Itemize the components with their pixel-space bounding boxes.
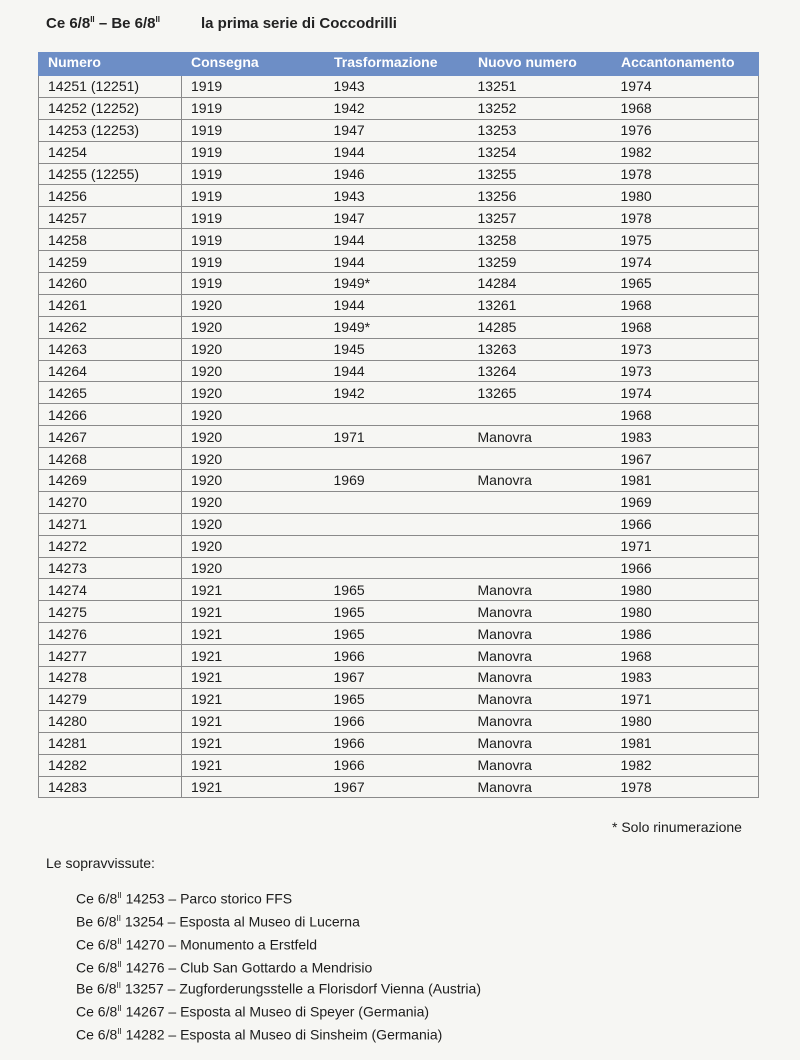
nuovo-numero-cell xyxy=(469,513,612,535)
accantonamento-cell: 1966 xyxy=(612,557,759,579)
nuovo-numero-cell: 13253 xyxy=(469,119,612,141)
trasformazione-cell xyxy=(325,404,469,426)
accantonamento-cell: 1966 xyxy=(612,513,759,535)
table-row xyxy=(39,557,759,579)
survivor-class-sup: II xyxy=(117,891,122,900)
consegna-cell: 1920 xyxy=(182,448,325,470)
numero-cell: 14269 xyxy=(39,470,182,492)
numero-cell: 14275 xyxy=(39,601,182,623)
accantonamento-cell: 1982 xyxy=(612,141,759,163)
accantonamento-cell: 1973 xyxy=(612,360,759,382)
header-accantonamento: Accantonamento xyxy=(612,53,759,76)
numero-cell: 14273 xyxy=(39,557,182,579)
trasformazione-cell: 1944 xyxy=(325,294,469,316)
accantonamento-cell: 1968 xyxy=(612,404,759,426)
survivor-item xyxy=(76,909,372,932)
locomotive-table xyxy=(38,52,759,798)
table-row xyxy=(39,119,759,141)
consegna-cell: 1919 xyxy=(182,251,325,273)
nuovo-numero-cell xyxy=(469,404,612,426)
accantonamento-cell: 1971 xyxy=(612,688,759,710)
survivor-class: Ce 6/8 xyxy=(76,960,118,977)
nuovo-numero-cell: 13252 xyxy=(469,97,612,119)
consegna-cell: 1919 xyxy=(182,97,325,119)
nuovo-numero-cell: 14284 xyxy=(469,273,612,295)
survivor-text: 14282 – Esposta al Museo di Sinsheim (Germania) xyxy=(121,1026,443,1043)
table-row xyxy=(39,141,759,163)
trasformazione-cell: 1967 xyxy=(325,776,469,798)
table-row xyxy=(39,426,759,448)
consegna-cell: 1919 xyxy=(182,119,325,141)
survivors-title: Le sopravvissute: xyxy=(46,855,155,871)
nuovo-numero-cell: Manovra xyxy=(469,470,612,492)
numero-cell: 14277 xyxy=(39,645,182,667)
numero-cell: 14271 xyxy=(39,513,182,535)
numero-cell: 14270 xyxy=(39,491,182,513)
numero-cell: 14253 (12253) xyxy=(39,119,182,141)
accantonamento-cell: 1967 xyxy=(612,448,759,470)
nuovo-numero-cell: 13254 xyxy=(469,141,612,163)
table-row xyxy=(39,316,759,338)
nuovo-numero-cell: Manovra xyxy=(469,601,612,623)
accantonamento-cell: 1980 xyxy=(612,710,759,732)
survivor-item xyxy=(76,1022,481,1045)
survivors-group-1 xyxy=(76,886,372,979)
table-row xyxy=(39,470,759,492)
nuovo-numero-cell: Manovra xyxy=(469,754,612,776)
trasformazione-cell: 1945 xyxy=(325,338,469,360)
nuovo-numero-cell: Manovra xyxy=(469,426,612,448)
numero-cell: 14268 xyxy=(39,448,182,470)
table-row xyxy=(39,97,759,119)
trasformazione-cell: 1943 xyxy=(325,76,469,98)
survivor-item xyxy=(76,999,481,1022)
nuovo-numero-cell: 13256 xyxy=(469,185,612,207)
consegna-cell: 1921 xyxy=(182,579,325,601)
table-row xyxy=(39,76,759,98)
consegna-cell: 1920 xyxy=(182,470,325,492)
survivor-class-sup: II xyxy=(117,1004,122,1014)
numero-cell: 14254 xyxy=(39,141,182,163)
numero-cell: 14256 xyxy=(39,185,182,207)
numero-cell: 14282 xyxy=(39,754,182,776)
trasformazione-cell: 1965 xyxy=(325,579,469,601)
nuovo-numero-cell: Manovra xyxy=(469,579,612,601)
trasformazione-cell: 1966 xyxy=(325,710,469,732)
header-numero: Numero xyxy=(39,53,182,76)
consegna-cell: 1919 xyxy=(182,229,325,251)
accantonamento-cell: 1983 xyxy=(612,667,759,689)
consegna-cell: 1920 xyxy=(182,360,325,382)
nuovo-numero-cell: Manovra xyxy=(469,623,612,645)
trasformazione-cell: 1966 xyxy=(325,732,469,754)
table-row xyxy=(39,688,759,710)
numero-cell: 14276 xyxy=(39,623,182,645)
table-row xyxy=(39,623,759,645)
trasformazione-cell: 1944 xyxy=(325,141,469,163)
table-row xyxy=(39,710,759,732)
numero-cell: 14278 xyxy=(39,667,182,689)
accantonamento-cell: 1974 xyxy=(612,382,759,404)
trasformazione-cell: 1967 xyxy=(325,667,469,689)
nuovo-numero-cell: 13257 xyxy=(469,207,612,229)
header-nuovo-numero: Nuovo numero xyxy=(469,53,612,76)
numero-cell: 14281 xyxy=(39,732,182,754)
accantonamento-cell: 1982 xyxy=(612,754,759,776)
accantonamento-cell: 1980 xyxy=(612,579,759,601)
page-subtitle: la prima serie di Coccodrilli xyxy=(201,15,397,32)
trasformazione-cell: 1969 xyxy=(325,470,469,492)
numero-cell: 14272 xyxy=(39,535,182,557)
survivor-class-sup: II xyxy=(117,960,122,970)
table-row xyxy=(39,579,759,601)
nuovo-numero-cell: 13265 xyxy=(469,382,612,404)
consegna-cell: 1920 xyxy=(182,338,325,360)
consegna-cell: 1919 xyxy=(182,185,325,207)
survivor-class-sup: II xyxy=(116,914,121,924)
consegna-cell: 1920 xyxy=(182,491,325,513)
consegna-cell: 1920 xyxy=(182,513,325,535)
nuovo-numero-cell xyxy=(469,535,612,557)
accantonamento-cell: 1974 xyxy=(612,76,759,98)
trasformazione-cell xyxy=(325,513,469,535)
accantonamento-cell: 1975 xyxy=(612,229,759,251)
accantonamento-cell: 1983 xyxy=(612,426,759,448)
numero-cell: 14267 xyxy=(39,426,182,448)
numero-cell: 14252 (12252) xyxy=(39,97,182,119)
table-row xyxy=(39,185,759,207)
survivor-class: Ce 6/8 xyxy=(76,890,118,907)
accantonamento-cell: 1965 xyxy=(612,273,759,295)
survivor-class: Ce 6/8 xyxy=(76,1026,118,1043)
consegna-cell: 1921 xyxy=(182,732,325,754)
consegna-cell: 1921 xyxy=(182,645,325,667)
accantonamento-cell: 1981 xyxy=(612,732,759,754)
table-row xyxy=(39,448,759,470)
numero-cell: 14266 xyxy=(39,404,182,426)
consegna-cell: 1919 xyxy=(182,207,325,229)
consegna-cell: 1920 xyxy=(182,557,325,579)
survivor-item xyxy=(76,932,372,955)
survivor-class: Be 6/8 xyxy=(76,980,117,997)
survivors-group-2 xyxy=(76,976,481,1045)
nuovo-numero-cell: Manovra xyxy=(469,710,612,732)
accantonamento-cell: 1968 xyxy=(612,97,759,119)
nuovo-numero-cell: 14285 xyxy=(469,316,612,338)
survivor-class: Ce 6/8 xyxy=(76,1003,118,1020)
table-row xyxy=(39,491,759,513)
trasformazione-cell xyxy=(325,491,469,513)
consegna-cell: 1920 xyxy=(182,316,325,338)
title-sup-2: II xyxy=(155,15,160,24)
nuovo-numero-cell xyxy=(469,491,612,513)
consegna-cell: 1921 xyxy=(182,601,325,623)
consegna-cell: 1919 xyxy=(182,76,325,98)
numero-cell: 14265 xyxy=(39,382,182,404)
trasformazione-cell: 1965 xyxy=(325,601,469,623)
survivor-text: 13254 – Esposta al Museo di Lucerna xyxy=(120,913,360,930)
numero-cell: 14257 xyxy=(39,207,182,229)
consegna-cell: 1919 xyxy=(182,163,325,185)
nuovo-numero-cell: Manovra xyxy=(469,688,612,710)
accantonamento-cell: 1968 xyxy=(612,294,759,316)
consegna-cell: 1921 xyxy=(182,710,325,732)
table-row xyxy=(39,601,759,623)
consegna-cell: 1921 xyxy=(182,776,325,798)
numero-cell: 14263 xyxy=(39,338,182,360)
survivor-class: Ce 6/8 xyxy=(76,936,118,953)
table-row xyxy=(39,645,759,667)
table-row xyxy=(39,251,759,273)
table-row xyxy=(39,338,759,360)
numero-cell: 14280 xyxy=(39,710,182,732)
accantonamento-cell: 1973 xyxy=(612,338,759,360)
consegna-cell: 1920 xyxy=(182,535,325,557)
survivor-item xyxy=(76,886,372,909)
table-row xyxy=(39,776,759,798)
nuovo-numero-cell: 13261 xyxy=(469,294,612,316)
survivor-text: 14253 – Parco storico FFS xyxy=(121,890,293,907)
numero-cell: 14255 (12255) xyxy=(39,163,182,185)
nuovo-numero-cell: Manovra xyxy=(469,776,612,798)
accantonamento-cell: 1976 xyxy=(612,119,759,141)
survivor-text: 14270 – Monumento a Erstfeld xyxy=(121,936,318,953)
consegna-cell: 1920 xyxy=(182,294,325,316)
trasformazione-cell: 1947 xyxy=(325,207,469,229)
title-prefix: Ce 6/8 xyxy=(46,15,91,32)
table-row xyxy=(39,535,759,557)
title-sup-1: II xyxy=(90,15,95,24)
nuovo-numero-cell xyxy=(469,448,612,470)
numero-cell: 14283 xyxy=(39,776,182,798)
nuovo-numero-cell: 13264 xyxy=(469,360,612,382)
table-row xyxy=(39,360,759,382)
trasformazione-cell: 1971 xyxy=(325,426,469,448)
page-title xyxy=(46,15,397,32)
trasformazione-cell: 1942 xyxy=(325,382,469,404)
consegna-cell: 1921 xyxy=(182,754,325,776)
accantonamento-cell: 1978 xyxy=(612,207,759,229)
survivor-text: 14276 – Club San Gottardo a Mendrisio xyxy=(121,960,373,977)
header-trasformazione: Trasformazione xyxy=(325,53,469,76)
nuovo-numero-cell: Manovra xyxy=(469,667,612,689)
consegna-cell: 1920 xyxy=(182,382,325,404)
survivor-class-sup: II xyxy=(116,981,121,990)
numero-cell: 14260 xyxy=(39,273,182,295)
survivor-class-sup: II xyxy=(117,937,122,947)
trasformazione-cell: 1965 xyxy=(325,688,469,710)
trasformazione-cell: 1944 xyxy=(325,360,469,382)
table-row xyxy=(39,732,759,754)
header-consegna: Consegna xyxy=(182,53,325,76)
trasformazione-cell: 1949* xyxy=(325,273,469,295)
accantonamento-cell: 1986 xyxy=(612,623,759,645)
numero-cell: 14262 xyxy=(39,316,182,338)
numero-cell: 14279 xyxy=(39,688,182,710)
accantonamento-cell: 1974 xyxy=(612,251,759,273)
accantonamento-cell: 1971 xyxy=(612,535,759,557)
nuovo-numero-cell: 13251 xyxy=(469,76,612,98)
table-row xyxy=(39,754,759,776)
footnote: * Solo rinumerazione xyxy=(612,819,742,835)
accantonamento-cell: 1969 xyxy=(612,491,759,513)
nuovo-numero-cell: 13258 xyxy=(469,229,612,251)
nuovo-numero-cell: 13255 xyxy=(469,163,612,185)
survivor-class-sup: II xyxy=(117,1027,122,1037)
trasformazione-cell: 1942 xyxy=(325,97,469,119)
nuovo-numero-cell: Manovra xyxy=(469,645,612,667)
accantonamento-cell: 1978 xyxy=(612,163,759,185)
survivor-text: 14267 – Esposta al Museo di Speyer (Germania) xyxy=(121,1003,430,1020)
trasformazione-cell xyxy=(325,535,469,557)
table-row xyxy=(39,513,759,535)
trasformazione-cell: 1944 xyxy=(325,229,469,251)
trasformazione-cell xyxy=(325,557,469,579)
title-mid: – Be 6/8 xyxy=(94,15,156,32)
table-row xyxy=(39,207,759,229)
trasformazione-cell: 1943 xyxy=(325,185,469,207)
table-row xyxy=(39,667,759,689)
consegna-cell: 1921 xyxy=(182,667,325,689)
accantonamento-cell: 1968 xyxy=(612,316,759,338)
nuovo-numero-cell: Manovra xyxy=(469,732,612,754)
table-row xyxy=(39,163,759,185)
trasformazione-cell: 1965 xyxy=(325,623,469,645)
trasformazione-cell: 1966 xyxy=(325,754,469,776)
nuovo-numero-cell: 13263 xyxy=(469,338,612,360)
numero-cell: 14259 xyxy=(39,251,182,273)
table-row xyxy=(39,382,759,404)
numero-cell: 14258 xyxy=(39,229,182,251)
accantonamento-cell: 1968 xyxy=(612,645,759,667)
trasformazione-cell: 1947 xyxy=(325,119,469,141)
numero-cell: 14264 xyxy=(39,360,182,382)
accantonamento-cell: 1980 xyxy=(612,601,759,623)
table-row xyxy=(39,229,759,251)
table-body xyxy=(39,76,759,798)
accantonamento-cell: 1978 xyxy=(612,776,759,798)
survivor-class: Be 6/8 xyxy=(76,913,117,930)
nuovo-numero-cell xyxy=(469,557,612,579)
trasformazione-cell xyxy=(325,448,469,470)
consegna-cell: 1919 xyxy=(182,141,325,163)
table-header-row xyxy=(39,53,759,76)
survivor-text: 13257 – Zugforderungsstelle a Florisdorf Vienna (Austria) xyxy=(120,980,481,997)
consegna-cell: 1921 xyxy=(182,688,325,710)
consegna-cell: 1920 xyxy=(182,404,325,426)
table-row xyxy=(39,404,759,426)
accantonamento-cell: 1981 xyxy=(612,470,759,492)
trasformazione-cell: 1946 xyxy=(325,163,469,185)
trasformazione-cell: 1944 xyxy=(325,251,469,273)
survivor-item xyxy=(76,976,481,999)
trasformazione-cell: 1949* xyxy=(325,316,469,338)
numero-cell: 14274 xyxy=(39,579,182,601)
table-row xyxy=(39,294,759,316)
accantonamento-cell: 1980 xyxy=(612,185,759,207)
consegna-cell: 1920 xyxy=(182,426,325,448)
table-row xyxy=(39,273,759,295)
nuovo-numero-cell: 13259 xyxy=(469,251,612,273)
consegna-cell: 1919 xyxy=(182,273,325,295)
numero-cell: 14251 (12251) xyxy=(39,76,182,98)
trasformazione-cell: 1966 xyxy=(325,645,469,667)
consegna-cell: 1921 xyxy=(182,623,325,645)
numero-cell: 14261 xyxy=(39,294,182,316)
